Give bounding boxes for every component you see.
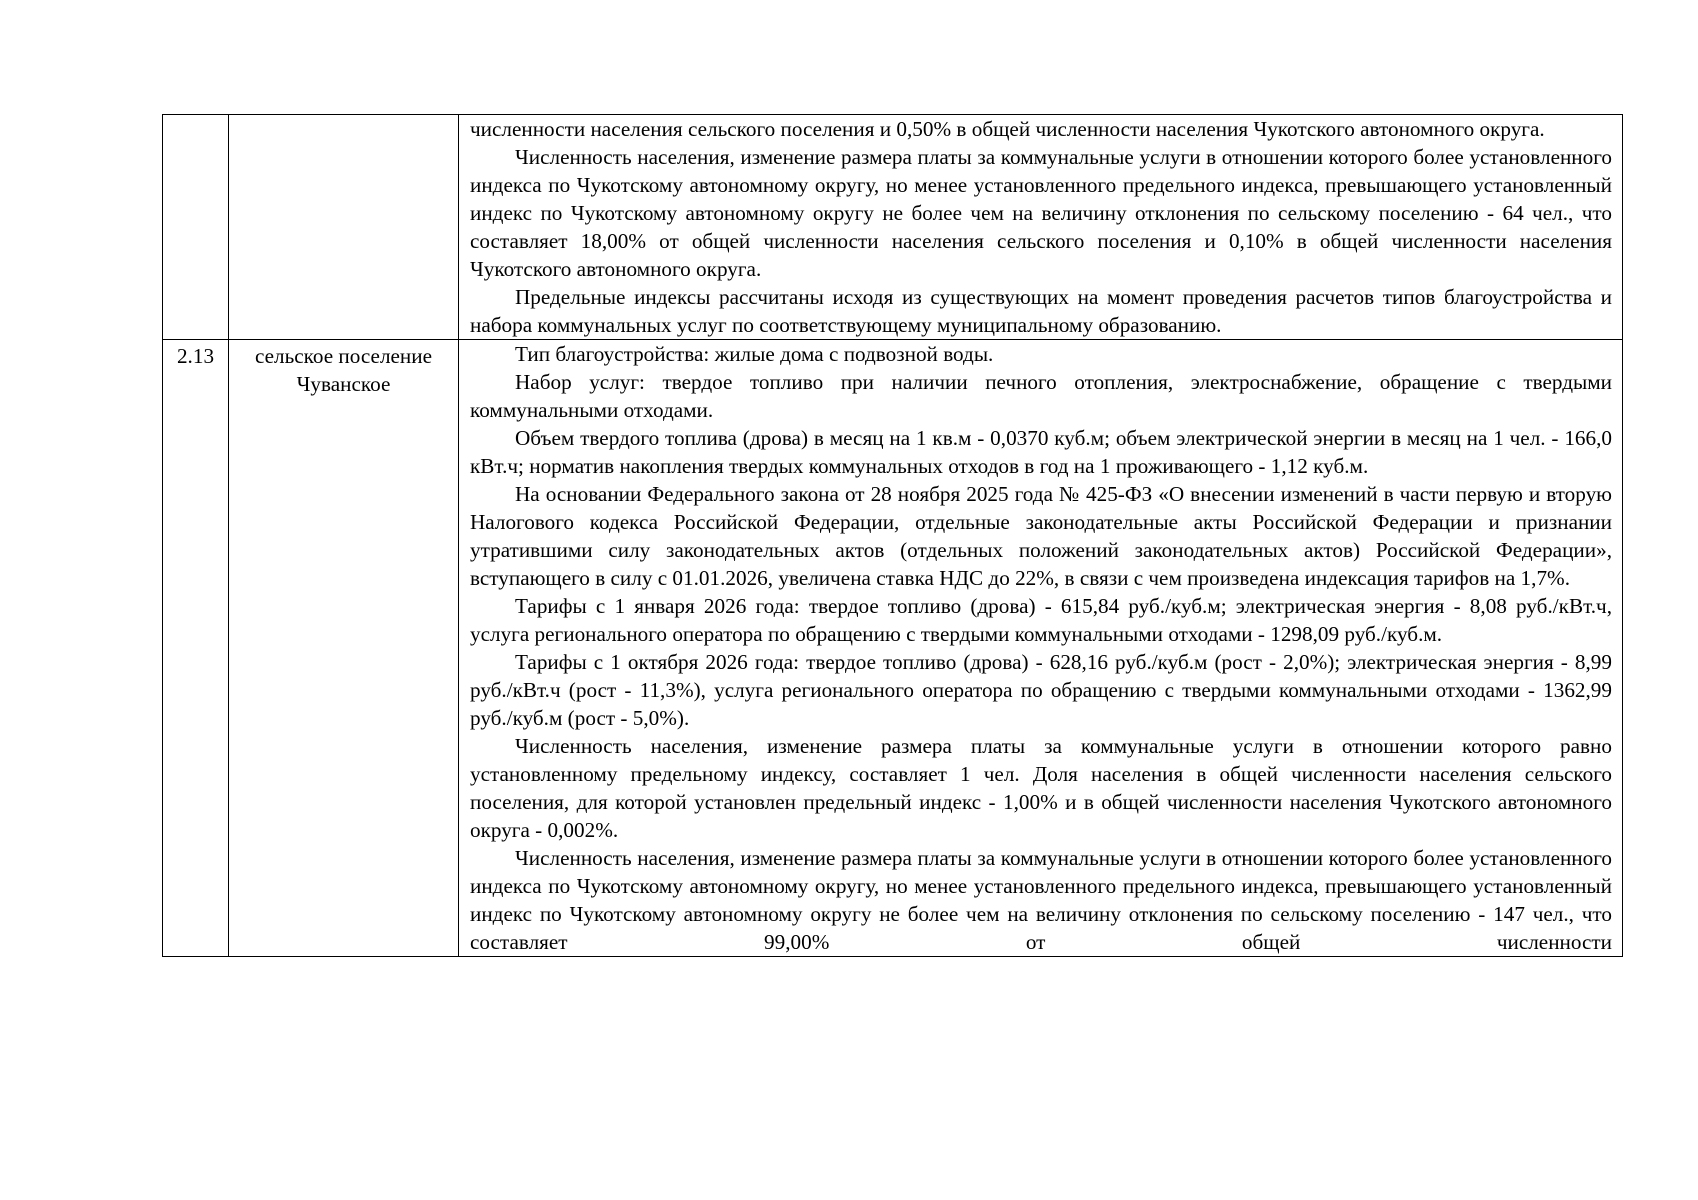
row-description-cell	[459, 340, 1623, 957]
table-row	[163, 115, 1623, 340]
description-paragraph: Тарифы с 1 октября 2026 года: твердое топливо (дрова) - 628,16 руб./куб.м (рост - 2,0%); электрическая энергия - 8,99 руб./кВт.ч (рост - 11,3%), услуга регионального оператора по обращению с твердыми коммунальными отходами - 1362,99 руб./куб.м (рост - 5,0%).	[470, 650, 1612, 730]
description-paragraph: Набор услуг: твердое топливо при наличии печного отопления, электроснабжение, обращение с твердыми коммунальными отходами.	[470, 370, 1612, 422]
description-paragraph: Тарифы с 1 января 2026 года: твердое топливо (дрова) - 615,84 руб./куб.м; электрическая энергия - 8,08 руб./кВт.ч, услуга регионального оператора по обращению с твердыми коммунальными отходами - 1298,09 руб./куб.м.	[470, 594, 1612, 646]
description-paragraph: Тип благоустройства: жилые дома с подвозной воды.	[515, 342, 994, 366]
table-row	[163, 340, 1623, 957]
row-number-cell	[163, 115, 229, 340]
description-paragraph: Численность населения, изменение размера платы за коммунальные услуги в отношении которого равно установленному предельному индексу, составляет 1 чел. Доля населения в общей численности населения сельского поселения, для которой установлен предельный индекс - 1,00% и в общей численности населения Чукотского автономного округа - 0,002%.	[470, 734, 1612, 842]
row-settlement-name-cell	[229, 115, 459, 340]
row-settlement-name-cell: сельское поселение Чуванское	[229, 340, 459, 957]
description-paragraph: численности населения сельского поселения и 0,50% в общей численности населения Чукотского автономного округа.	[470, 117, 1545, 141]
description-paragraph: Численность населения, изменение размера платы за коммунальные услуги в отношении которого более установленного индекса по Чукотскому автономному округу, но менее установленного предельного индекса, превышающего установленный индекс по Чукотскому автономному округу не более чем на величину отклонения по сельскому поселению - 64 чел., что составляет 18,00% от общей численности населения сельского поселения и 0,10% в общей численности населения Чукотского автономного округа.	[470, 145, 1612, 281]
description-paragraph: Предельные индексы рассчитаны исходя из существующих на момент проведения расчетов типов благоустройства и набора коммунальных услуг по соответствующему муниципальному образованию.	[470, 285, 1612, 337]
description-paragraph: На основании Федерального закона от 28 ноября 2025 года № 425-ФЗ «О внесении изменений в части первую и вторую Налогового кодекса Российской Федерации, отдельные законодательные акты Российской Федерации и признании утратившими силу законодательных актов (отдельных положений законодательных актов) Российской Федерации», вступающего в силу с 01.01.2026, увеличена ставка НДС до 22%, в связи с чем произведена индексация тарифов на 1,7%.	[470, 482, 1612, 590]
tariff-table	[162, 114, 1623, 957]
description-paragraph: Численность населения, изменение размера платы за коммунальные услуги в отношении которого более установленного индекса по Чукотскому автономному округу, но менее установленного предельного индекса, превышающего установленный индекс по Чукотскому автономному округу не более чем на величину отклонения по сельскому поселению - 147 чел., что составляет 99,00% от общей численности	[470, 846, 1612, 954]
description-paragraph: Объем твердого топлива (дрова) в месяц на 1 кв.м - 0,0370 куб.м; объем электрической энергии в месяц на 1 чел. - 166,0 кВт.ч; норматив накопления твердых коммунальных отходов в год на 1 проживающего - 1,12 куб.м.	[470, 426, 1612, 478]
row-description-cell	[459, 115, 1623, 340]
row-number-cell: 2.13	[163, 340, 229, 957]
